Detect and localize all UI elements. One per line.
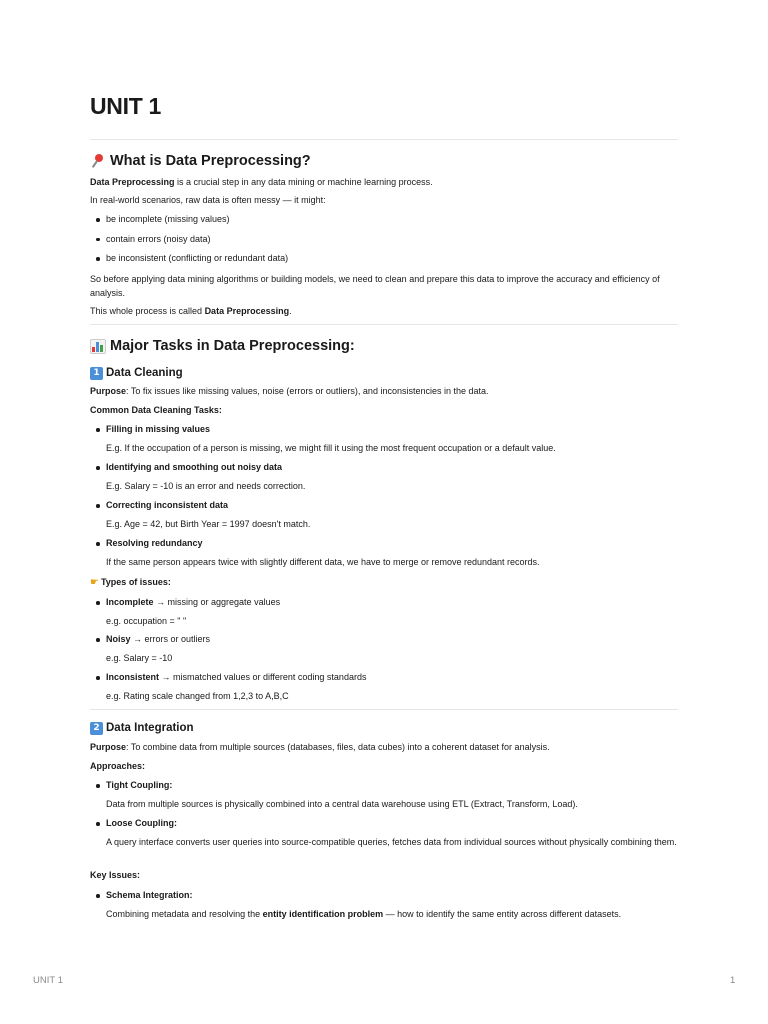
label: ☛ Types of issues:	[90, 577, 171, 588]
section-heading-what-is: What is Data Preprocessing?	[90, 152, 678, 170]
cleaning-task-list	[90, 423, 678, 437]
subheading-data-cleaning: 1 Data Cleaning	[90, 366, 678, 381]
example-note: e.g. occupation = " "	[106, 616, 187, 626]
bar-chart-icon	[90, 339, 106, 354]
page-title: UNIT 1	[90, 93, 162, 119]
list-item: contain errors (noisy data)	[90, 233, 678, 247]
divider	[90, 709, 678, 710]
list-item: Identifying and smoothing out noisy data	[90, 461, 678, 475]
paragraph: So before applying data mining algorithms or building models, we need to clean and prepare this data to improve the accuracy and efficiency of analysis.	[90, 274, 660, 298]
list-item: be inconsistent (conflicting or redundant data)	[90, 252, 678, 266]
label: Key Issues:	[90, 870, 141, 880]
label: Common Data Cleaning Tasks:	[90, 405, 222, 415]
keycap-two-icon: 2	[90, 722, 103, 735]
example-note: e.g. Rating scale changed from 1,2,3 to A,B,C	[106, 691, 289, 701]
list-item: Noisy → errors or outliers	[90, 633, 678, 647]
list-item: Schema Integration:	[90, 889, 678, 903]
example-note: A query interface converts user queries into source-compatible queries, fetches data from individual sources without physically combining them.	[106, 837, 677, 847]
subheading-data-integration: 2 Data Integration	[90, 721, 678, 736]
pushpin-icon	[90, 153, 106, 169]
list-item: Loose Coupling:	[90, 817, 678, 831]
section-heading-major-tasks: Major Tasks in Data Preprocessing:	[90, 337, 678, 355]
example-note: If the same person appears twice with slightly different data, we have to merge or remove redundant records.	[106, 557, 540, 567]
list-item: be incomplete (missing values)	[90, 213, 678, 227]
example-note: E.g. Salary = -10 is an error and needs correction.	[106, 481, 306, 491]
example-note: E.g. Age = 42, but Birth Year = 1997 doesn't match.	[106, 519, 311, 529]
page-number: 1	[730, 975, 736, 986]
issue-list	[90, 213, 678, 266]
purpose-line: Purpose: To combine data from multiple sources (databases, files, data cubes) into a coherent dataset for analysis.	[90, 742, 550, 752]
pointing-hand-icon: ☛	[90, 577, 99, 588]
list-item: Resolving redundancy	[90, 537, 678, 551]
example-note: Combining metadata and resolving the entity identification problem — how to identify the same entity across different datasets.	[106, 909, 622, 919]
paragraph: This whole process is called Data Preprocessing.	[90, 306, 292, 316]
list-item: Correcting inconsistent data	[90, 499, 678, 513]
paragraph: In real-world scenarios, raw data is often messy — it might:	[90, 195, 326, 205]
list-item: Inconsistent → mismatched values or different coding standards	[90, 671, 678, 685]
divider	[90, 139, 678, 140]
paragraph: Data Preprocessing is a crucial step in any data mining or machine learning process.	[90, 177, 433, 187]
list-item: Incomplete → missing or aggregate values	[90, 596, 678, 610]
label: Approaches:	[90, 761, 146, 771]
list-item: Filling in missing values	[90, 423, 678, 437]
divider	[90, 324, 678, 325]
example-note: Data from multiple sources is physically combined into a central data warehouse using ETL (Extract, Transform, Load).	[106, 799, 578, 809]
keycap-one-icon: 1	[90, 367, 103, 380]
purpose-line: Purpose: To fix issues like missing values, noise (errors or outliers), and inconsistencies in the data.	[90, 386, 489, 396]
footer-title: UNIT 1	[33, 975, 63, 986]
example-note: E.g. If the occupation of a person is missing, we might fill it using the most frequent occupation or a default value.	[106, 443, 556, 453]
example-note: e.g. Salary = -10	[106, 653, 173, 663]
list-item: Tight Coupling:	[90, 779, 678, 793]
